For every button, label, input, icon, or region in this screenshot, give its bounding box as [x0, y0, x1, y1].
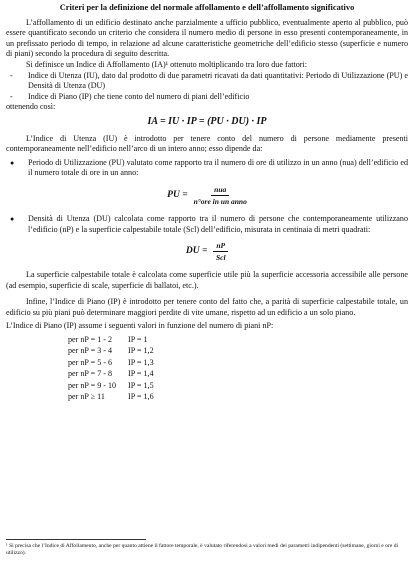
piani-range: per nP = 5 - 6 [68, 357, 113, 367]
fraction-numerator: nP [213, 241, 228, 252]
formula-periodo [6, 185, 408, 206]
piani-value: IP = 1,3 [128, 357, 154, 367]
factor-item-piano [10, 92, 408, 103]
bullet-periodo-text: Periodo di Utilizzazione (PU) valutato come rapporto tra il numero di ore di utilizzo in un anno (nua) dell’edificio ed il numero totale di ore in un anno: [28, 157, 408, 178]
piani-range: per nP = 3 - 4 [68, 346, 113, 356]
fraction-denominator: n°ore in un anno [193, 196, 247, 206]
fraction-du [213, 241, 228, 262]
dash-marker: - [10, 70, 13, 80]
piani-range: per nP = 7 - 8 [68, 369, 113, 379]
formula-densita [6, 241, 408, 262]
factor-item-utenza [10, 71, 408, 92]
section-title: Criteri per la definizione del normale affollamento e dell’affollamento significativo [59, 3, 355, 12]
piani-value: IP = 1,4 [128, 369, 154, 379]
bullet-densita [10, 214, 408, 235]
piani-range: per nP ≥ 11 [68, 392, 105, 402]
formula-affollamento: IA = IU · IP = (PU · DU) · IP [147, 115, 267, 127]
table-row [68, 391, 408, 402]
fraction-numerator: nua [211, 185, 229, 196]
superficie-paragraph: La superficie calpestabile totale è calcolata come superficie utile più la superficie accessoria accessibile alle persone (ad esempio, superficie di scale, superficie di ballatoi, etc.). [6, 270, 408, 290]
footnote-divider [6, 539, 146, 540]
utenza-paragraph: L’Indice di Utenza (IU) è introdotto per tenere conto del numero di persone mediamente presenti contemporaneamente nell’edificio nell’arco di un intero anno; esso dipende da: [6, 133, 408, 154]
bullet-periodo [10, 158, 408, 179]
table-row [68, 380, 408, 391]
table-row [68, 345, 408, 356]
fraction-pu [194, 185, 247, 206]
index-definition: Si definisce un Indice di Affollamento (IA)¹ ottenuto moltiplicando tra loro due fattori: [26, 59, 307, 69]
formula-pu-lhs: PU = [167, 190, 188, 201]
bullet-dot-icon: ● [10, 214, 15, 223]
obtaining-text: ottenendo così: [6, 102, 56, 112]
bullet-densita-text: Densità di Utenza (DU) calcolata come rapporto tra il numero di persone che contemporaneamente utilizzano l’edificio (nP) e la superficie calpestabile totale (Scl) dell’edificio, misurata in centinaia di metri quadrati: [28, 213, 408, 234]
table-row [68, 368, 408, 379]
piani-value: IP = 1,6 [128, 392, 154, 402]
fraction-denominator: Scl [215, 253, 226, 263]
formula-du-lhs: DU = [185, 246, 208, 257]
factor-utenza-text: Indice di Utenza (IU), dato dal prodotto di due parametri ricavati da dati quantitativi: Periodo di Utilizzazione (PU) e Densità di Utenza (DU) [28, 70, 408, 91]
piani-value: IP = 1,2 [128, 346, 154, 356]
table-row [68, 334, 408, 345]
piano-paragraph: Infine, l’Indice di Piano (IP) è introdotto per tenere conto del fatto che, a parità di superficie calpestabile totale, un edificio su più piani può determinare maggiori perdite di vite umane, rispetto ad un edificio a un solo piano. [6, 297, 408, 317]
piani-value: IP = 1 [128, 335, 148, 345]
piani-range: per nP = 9 - 10 [68, 380, 117, 390]
factor-piano-text: Indice di Piano (IP) che tiene conto del numero di piani dell’edificio [28, 91, 250, 101]
table-row [68, 357, 408, 368]
piano-values-intro: L’Indice di Piano (IP) assume i seguenti valori in funzione del numero di piani nP: [6, 321, 274, 331]
footnote: ¹ Si precisa che l’Indice di Affollamento, anche per quanto attiene il fattore temporale, è valutato riferendosi a valori medi dei parametri indipendenti (settimane, giorni e ore di utilizzo). [6, 543, 399, 557]
piani-table [68, 334, 408, 402]
bullet-dot-icon: ● [10, 158, 15, 167]
intro-paragraph: L’affollamento di un edificio destinato anche parzialmente a ufficio pubblico, eventualmente aperto al pubblico, può essere quantificato secondo un criterio che considera il numero medio di persone in esso presenti contemporaneamente, in un prefissato periodo di tempo, in relazione ad alcune caratteristiche geometriche dell’edificio stesso (superficie e numero di piani) secondo la procedura di seguito descritta. [6, 17, 408, 59]
dash-marker: - [10, 91, 13, 101]
piani-value: IP = 1,5 [128, 380, 154, 390]
piani-range: per nP = 1 - 2 [68, 335, 113, 345]
